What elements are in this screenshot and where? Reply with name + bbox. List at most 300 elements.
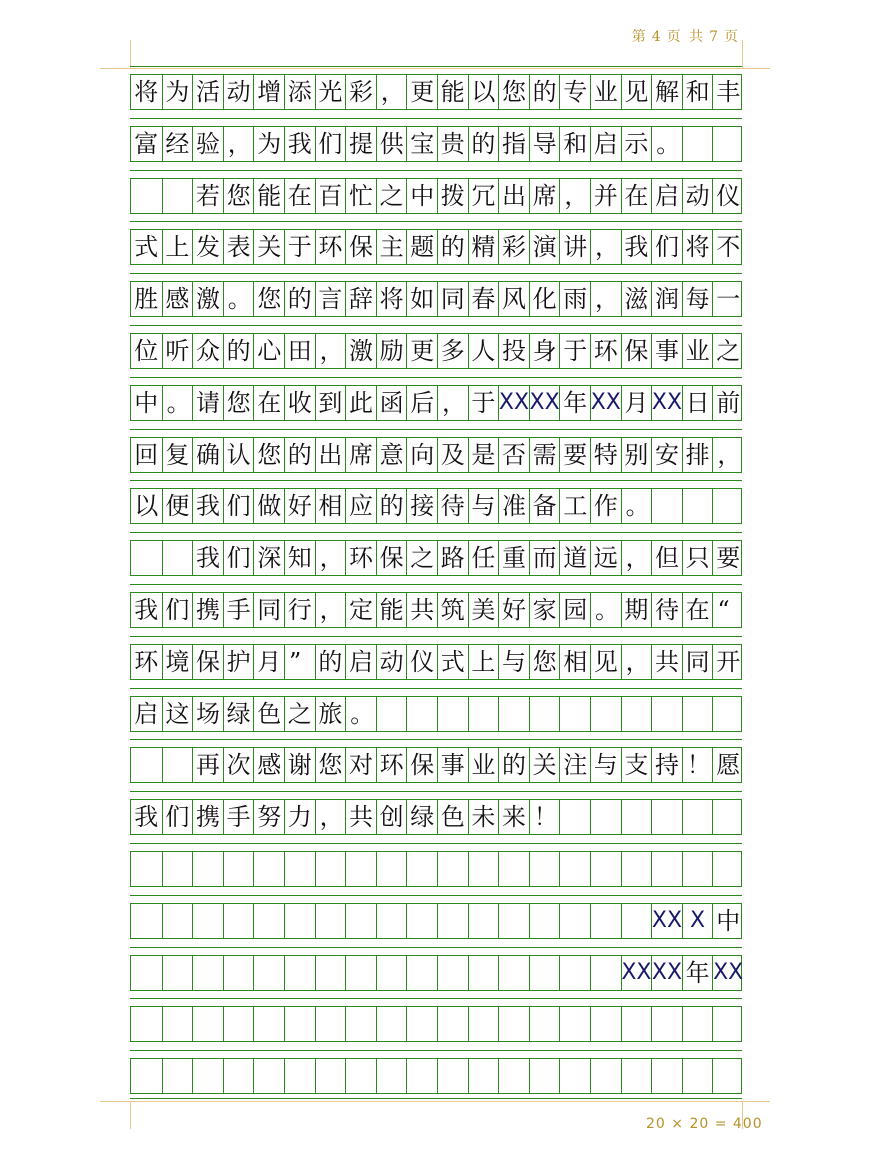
grid-cell [590,1059,621,1093]
grid-cell: 感 [162,282,193,316]
grid-cell: 仪 [712,179,743,213]
grid-row [130,229,742,265]
grid-cell: 的 [468,127,499,161]
grid-cell: ， [437,386,468,420]
grid-cell: 出 [498,179,529,213]
grid-cell: 于 [468,386,499,420]
grid-cell: 环 [134,647,159,676]
grid-cell [590,697,621,731]
grid-cell: 确 [192,438,223,472]
grid-cell: 业 [682,334,713,368]
grid-cell [406,697,437,731]
grid-cell: 身 [529,334,560,368]
grid-cell [529,1059,560,1093]
grid-cell: 家 [529,593,560,627]
grid-cell: 相 [559,645,590,679]
page-number [630,26,742,46]
grid-cell: 关 [529,748,560,782]
grid-cell [253,1007,284,1041]
page-label-suffix: 页 [724,29,740,45]
grid-cell [437,1059,468,1093]
grid-cell: 出 [315,438,346,472]
grid-cell: 启 [345,645,376,679]
grid-row [130,540,742,576]
grid-cell: ， [376,75,407,109]
grid-cell: 滋 [621,282,652,316]
grid-cell: 再 [192,748,223,782]
grid-cell: 境 [162,645,193,679]
grid-cell: 的 [437,230,468,264]
grid-cell [162,748,193,782]
grid-cell: 绿 [406,800,437,834]
grid-cell: 共 [345,800,376,834]
grid-cell [590,800,621,834]
grid-cell: 您 [253,282,284,316]
grid-cell [192,852,223,886]
grid-cell [651,852,682,886]
grid-cell: 润 [651,282,682,316]
grid-cell [621,800,652,834]
grid-cell: 中 [712,904,743,938]
grid-cell [437,697,468,731]
grid-cell: 行 [284,593,315,627]
grid-row [130,851,742,887]
grid-cell: 彩 [498,230,529,264]
grid-cell [559,904,590,938]
grid-cell: 百 [315,179,346,213]
grid-cell [376,1059,407,1093]
grid-cell: 动 [223,75,254,109]
grid-cell: 。 [345,697,376,731]
grid-cell: 工 [559,489,590,523]
grid-cell [223,1059,254,1093]
grid-cell: 将 [376,282,407,316]
grid-cell [223,956,254,990]
grid-cell: 在 [284,179,315,213]
spacer-line [130,66,742,67]
grid-cell: XX [498,386,529,420]
grid-cell: 光 [315,75,346,109]
grid-cell: 宝 [406,127,437,161]
grid-cell: 好 [498,593,529,627]
grid-cell: 同 [253,593,284,627]
grid-cell: 将 [682,230,713,264]
grid-cell [468,904,499,938]
spacer-line [130,480,742,481]
grid-cell: 注 [559,748,590,782]
grid-cell: 备 [529,489,560,523]
grid-cell: XX [651,904,682,938]
grid-cell: 更 [406,334,437,368]
grid-cell [253,956,284,990]
crop-mark-top-left-v [130,40,131,68]
grid-row [130,592,742,628]
grid-cell: 田 [284,334,315,368]
grid-cell: 手 [223,800,254,834]
grid-cell: 向 [406,438,437,472]
grid-cell: 听 [162,334,193,368]
grid-cell [131,852,162,886]
grid-cell: 之 [712,334,743,368]
grid-row [130,178,742,214]
grid-cell: 环 [315,230,346,264]
grid-cell: 努 [253,800,284,834]
grid-cell: 席 [529,179,560,213]
grid-cell: 做 [253,489,284,523]
grid-cell: 雨 [559,282,590,316]
grid-cell: 彩 [345,75,376,109]
spacer-line [130,584,742,585]
spacer-line [130,273,742,274]
grid-cell [315,904,346,938]
grid-cell: 中 [406,179,437,213]
grid-cell: 好 [284,489,315,523]
grid-cell [162,956,193,990]
grid-cell: 席 [345,438,376,472]
grid-row [130,385,742,421]
grid-cell: ， [315,800,346,834]
grid-cell: 次 [223,748,254,782]
grid-cell: 激 [192,282,223,316]
grid-cell: 准 [498,489,529,523]
spacer-line [130,1050,742,1051]
grid-cell: 您 [529,645,560,679]
grid-cell: 后 [406,386,437,420]
grid-cell: 创 [376,800,407,834]
grid-cell: 相 [315,489,346,523]
grid-cell [621,852,652,886]
grid-cell [131,1059,162,1093]
grid-cell [253,904,284,938]
grid-cell [345,956,376,990]
grid-cell: 业 [468,748,499,782]
crop-mark-bottom-left-v [130,1101,131,1129]
crop-mark-top-h [100,68,770,69]
grid-cell: 我 [134,803,159,832]
grid-cell: 仪 [406,645,437,679]
grid-cell: 我 [621,230,652,264]
grid-cell: 之 [406,541,437,575]
grid-cell: 要 [712,541,743,575]
grid-cell: ， [315,593,346,627]
grid-cell: 未 [468,800,499,834]
grid-cell: 前 [712,386,743,420]
grid-cell: 激 [345,334,376,368]
grid-cell: 是 [468,438,499,472]
grid-cell [437,852,468,886]
grid-cell: 演 [529,230,560,264]
grid-cell [651,800,682,834]
grid-cell: 月 [621,386,652,420]
crop-mark-top-right-v [742,40,743,68]
grid-cell: 与 [498,645,529,679]
grid-cell: 谢 [284,748,315,782]
grid-cell: 式 [134,233,159,262]
grid-cell [590,1007,621,1041]
page-label-prefix: 第 [631,29,648,45]
grid-cell: 旅 [315,697,346,731]
grid-cell: 感 [253,748,284,782]
grid-cell [498,956,529,990]
grid-cell: 导 [529,127,560,161]
grid-row [130,747,742,783]
grid-cell: 富 [134,129,159,158]
grid-cell: 能 [437,75,468,109]
grid-cell: 回 [134,440,159,469]
grid-cell: 园 [559,593,590,627]
grid-cell [162,852,193,886]
grid-cell: 冗 [468,179,499,213]
grid-cell [253,852,284,886]
grid-cell: 在 [682,593,713,627]
grid-cell: 手 [223,593,254,627]
grid-row [130,126,742,162]
grid-row [130,281,742,317]
grid-cell: 见 [590,645,621,679]
grid-cell: 题 [406,230,437,264]
grid-cell: 的 [223,334,254,368]
grid-cell [131,956,162,990]
grid-cell [437,904,468,938]
grid-cell: 式 [437,645,468,679]
spacer-line [130,429,742,430]
grid-cell: 投 [498,334,529,368]
grid-row [130,74,742,110]
grid-cell: 于 [284,230,315,264]
grid-cell [376,904,407,938]
grid-cell: “ [712,593,743,627]
grid-cell: 为 [253,127,284,161]
grid-cell: 复 [162,438,193,472]
grid-cell [223,852,254,886]
grid-cell: 事 [651,334,682,368]
grid-cell: 绿 [223,697,254,731]
grid-cell: 对 [345,748,376,782]
grid-cell: 上 [468,645,499,679]
spacer-line [130,998,742,999]
grid-cell: 和 [682,75,713,109]
grid-cell: 特 [590,438,621,472]
grid-cell [529,904,560,938]
grid-cell: 待 [437,489,468,523]
grid-cell: 接 [406,489,437,523]
grid-cell [468,852,499,886]
grid-cell: 月 [253,645,284,679]
grid-cell [590,904,621,938]
grid-cell: 我 [192,541,223,575]
grid-cell: ！ [682,748,713,782]
grid-cell [712,800,743,834]
grid-cell [284,904,315,938]
grid-cell: 。 [590,593,621,627]
grid-cell: 位 [134,337,159,365]
grid-cell [468,697,499,731]
grid-cell: 保 [406,748,437,782]
grid-row [130,644,742,680]
grid-cell: XX [529,386,560,420]
grid-cell: 来 [498,800,529,834]
grid-cell: 愿 [712,748,743,782]
grid-cell [559,852,590,886]
grid-cell [162,904,193,938]
grid-cell: 任 [468,541,499,575]
grid-cell: 供 [376,127,407,161]
grid-cell: 的 [284,282,315,316]
grid-cell: 与 [468,489,499,523]
grid-cell: 中 [134,388,159,417]
grid-cell [284,852,315,886]
grid-cell: 环 [376,748,407,782]
grid-cell [253,1059,284,1093]
grid-cell: 待 [651,593,682,627]
grid-cell: 安 [651,438,682,472]
spacer-line [130,791,742,792]
grid-cell: 环 [345,541,376,575]
grid-cell [712,1059,743,1093]
grid-cell: 如 [406,282,437,316]
grid-cell: ， [590,282,621,316]
grid-cell: 为 [162,75,193,109]
grid-cell: 胜 [134,285,159,314]
grid-cell: XX [651,956,682,990]
grid-cell [437,956,468,990]
grid-cell: 知 [284,541,315,575]
grid-cell: ， [590,230,621,264]
grid-cell: 们 [162,800,193,834]
grid-cell [131,1007,162,1041]
grid-cell [315,1007,346,1041]
grid-cell [376,852,407,886]
grid-cell [498,697,529,731]
grid-cell: ， [315,541,346,575]
grid-cell: 示 [621,127,652,161]
grid-cell: 的 [315,645,346,679]
grid-cell: 否 [498,438,529,472]
grid-cell [529,956,560,990]
grid-cell: 保 [621,334,652,368]
grid-cell [621,697,652,731]
grid-cell: 色 [253,697,284,731]
grid-cell [406,904,437,938]
grid-cell: 定 [345,593,376,627]
grid-cell: 启 [134,699,159,728]
grid-cell [590,956,621,990]
grid-cell: 验 [192,127,223,161]
grid-cell: 保 [345,230,376,264]
grid-cell [682,800,713,834]
grid-cell: 我 [284,127,315,161]
grid-cell: 忙 [345,179,376,213]
grid-cell: 美 [468,593,499,627]
grid-cell: 发 [192,230,223,264]
grid-cell: 添 [284,75,315,109]
grid-cell: 日 [682,386,713,420]
grid-cell: 励 [376,334,407,368]
grid-cell: 这 [162,697,193,731]
grid-cell: 支 [621,748,652,782]
grid-cell [468,956,499,990]
grid-cell [682,1007,713,1041]
grid-cell [131,748,162,782]
grid-cell [437,1007,468,1041]
grid-cell: 的 [498,748,529,782]
grid-cell [192,956,223,990]
grid-cell: 重 [498,541,529,575]
grid-cell: 保 [192,645,223,679]
grid-cell: 经 [162,127,193,161]
grid-cell [223,904,254,938]
grid-cell: 的 [284,438,315,472]
grid-cell: 色 [437,800,468,834]
grid-cell: 上 [162,230,193,264]
grid-cell: 们 [651,230,682,264]
grid-cell [498,852,529,886]
grid-cell [651,1059,682,1093]
grid-cell: 见 [621,75,652,109]
grid-cell [345,1059,376,1093]
grid-cell: XX [621,956,652,990]
grid-cell [468,1007,499,1041]
spacer-line [130,118,742,119]
grid-cell: 您 [498,75,529,109]
grid-cell: 深 [253,541,284,575]
grid-cell [376,1007,407,1041]
grid-cell: 表 [223,230,254,264]
grid-cell: 此 [345,386,376,420]
grid-cell [162,541,193,575]
grid-cell: 您 [315,748,346,782]
grid-cell: 您 [223,386,254,420]
grid-cell: 意 [376,438,407,472]
spacer-line [130,325,742,326]
grid-cell [131,904,162,938]
grid-cell: 动 [376,645,407,679]
spacer-line [130,170,742,171]
grid-cell [682,489,713,523]
grid-cell: 丰 [712,75,743,109]
grid-row [130,696,742,732]
grid-cell [315,852,346,886]
grid-cell: 保 [376,541,407,575]
grid-cell [712,852,743,886]
grid-cell [712,697,743,731]
grid-cell: 我 [134,596,159,624]
grid-cell [376,697,407,731]
grid-cell [529,852,560,886]
grid-cell: 化 [529,282,560,316]
grid-cell: 力 [284,800,315,834]
grid-cell: 排 [682,438,713,472]
grid-row [130,437,742,473]
grid-cell: 若 [192,179,223,213]
grid-cell [162,179,193,213]
grid-cell: 便 [162,489,193,523]
grid-cell: 将 [134,78,159,106]
grid-cell [590,852,621,886]
grid-cell [315,956,346,990]
grid-cell: 您 [253,438,284,472]
grid-row [130,1058,742,1094]
grid-cell: 人 [468,334,499,368]
grid-cell [621,1007,652,1041]
grid-cell: 护 [223,645,254,679]
grid-cell: 增 [253,75,284,109]
grid-cell [529,697,560,731]
grid-cell: 到 [315,386,346,420]
grid-cell [345,1007,376,1041]
grid-cell [712,489,743,523]
grid-cell [682,852,713,886]
